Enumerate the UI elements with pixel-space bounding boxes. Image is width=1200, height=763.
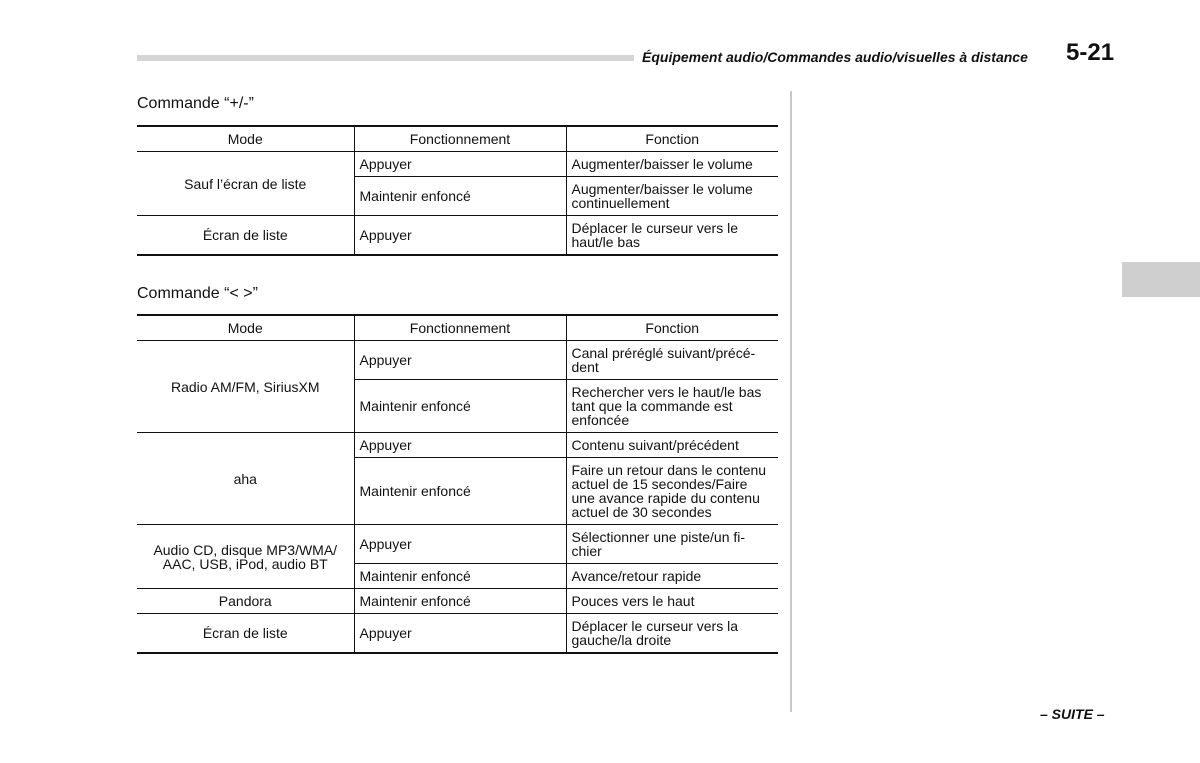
operation-cell: Appuyer [354,152,566,177]
operation-cell: Maintenir enfoncé [354,380,566,433]
table-header-row [137,126,778,152]
table-row [137,216,778,256]
mode-cell: Écran de liste [137,216,354,256]
section-title-plus-minus: Commande “+/-” [137,95,254,112]
mode-cell: Audio CD, disque MP3/WMA/ AAC, USB, iPod, audio BT [137,525,354,589]
mode-cell: Radio AM/FM, SiriusXM [137,341,354,433]
column-header-function: Fonction [566,126,778,152]
table-header-row [137,315,778,341]
table-row [137,589,778,614]
running-header-title: Équipement audio/Commandes audio/visuelles à distance [642,49,1028,65]
plus-minus-table [137,125,778,256]
operation-cell: Maintenir enfoncé [354,564,566,589]
mode-cell: Sauf l’écran de liste [137,152,354,216]
operation-cell: Appuyer [354,341,566,380]
function-cell: Rechercher vers le haut/le bas tant que la commande est enfoncée [566,380,778,433]
function-cell: Déplacer le curseur vers la gauche/la droite [566,614,778,654]
operation-cell: Appuyer [354,614,566,654]
function-cell: Sélectionner une piste/un fi-chier [566,525,778,564]
page-number: 5-21 [1066,39,1115,66]
column-header-function: Fonction [566,315,778,341]
table-row [137,433,778,458]
table-row [137,341,778,380]
left-right-table [137,314,778,654]
table-row [137,525,778,564]
operation-cell: Maintenir enfoncé [354,589,566,614]
column-header-operation: Fonctionnement [354,315,566,341]
table-row [137,152,778,177]
table-row [137,614,778,654]
operation-cell: Maintenir enfoncé [354,177,566,216]
operation-cell: Appuyer [354,433,566,458]
column-divider [790,91,792,712]
continued-label: – SUITE – [1040,706,1105,722]
mode-cell: Écran de liste [137,614,354,654]
mode-cell: aha [137,433,354,525]
function-cell: Canal préréglé suivant/précé-dent [566,341,778,380]
header-rule [137,55,634,61]
column-header-operation: Fonctionnement [354,126,566,152]
function-cell: Faire un retour dans le contenu actuel de 15 secondes/Faire une avance rapide du contenu actuel de 30 secondes [566,458,778,525]
mode-cell: Pandora [137,589,354,614]
function-cell: Déplacer le curseur vers le haut/le bas [566,216,778,256]
function-cell: Avance/retour rapide [566,564,778,589]
operation-cell: Maintenir enfoncé [354,458,566,525]
operation-cell: Appuyer [354,216,566,256]
function-cell: Augmenter/baisser le volume [566,152,778,177]
section-thumb-tab [1122,262,1200,297]
column-header-mode: Mode [137,126,354,152]
operation-cell: Appuyer [354,525,566,564]
function-cell: Contenu suivant/précédent [566,433,778,458]
function-cell: Pouces vers le haut [566,589,778,614]
function-cell: Augmenter/baisser le volume continuellement [566,177,778,216]
column-header-mode: Mode [137,315,354,341]
section-title-left-right: Commande “< >” [137,285,258,302]
